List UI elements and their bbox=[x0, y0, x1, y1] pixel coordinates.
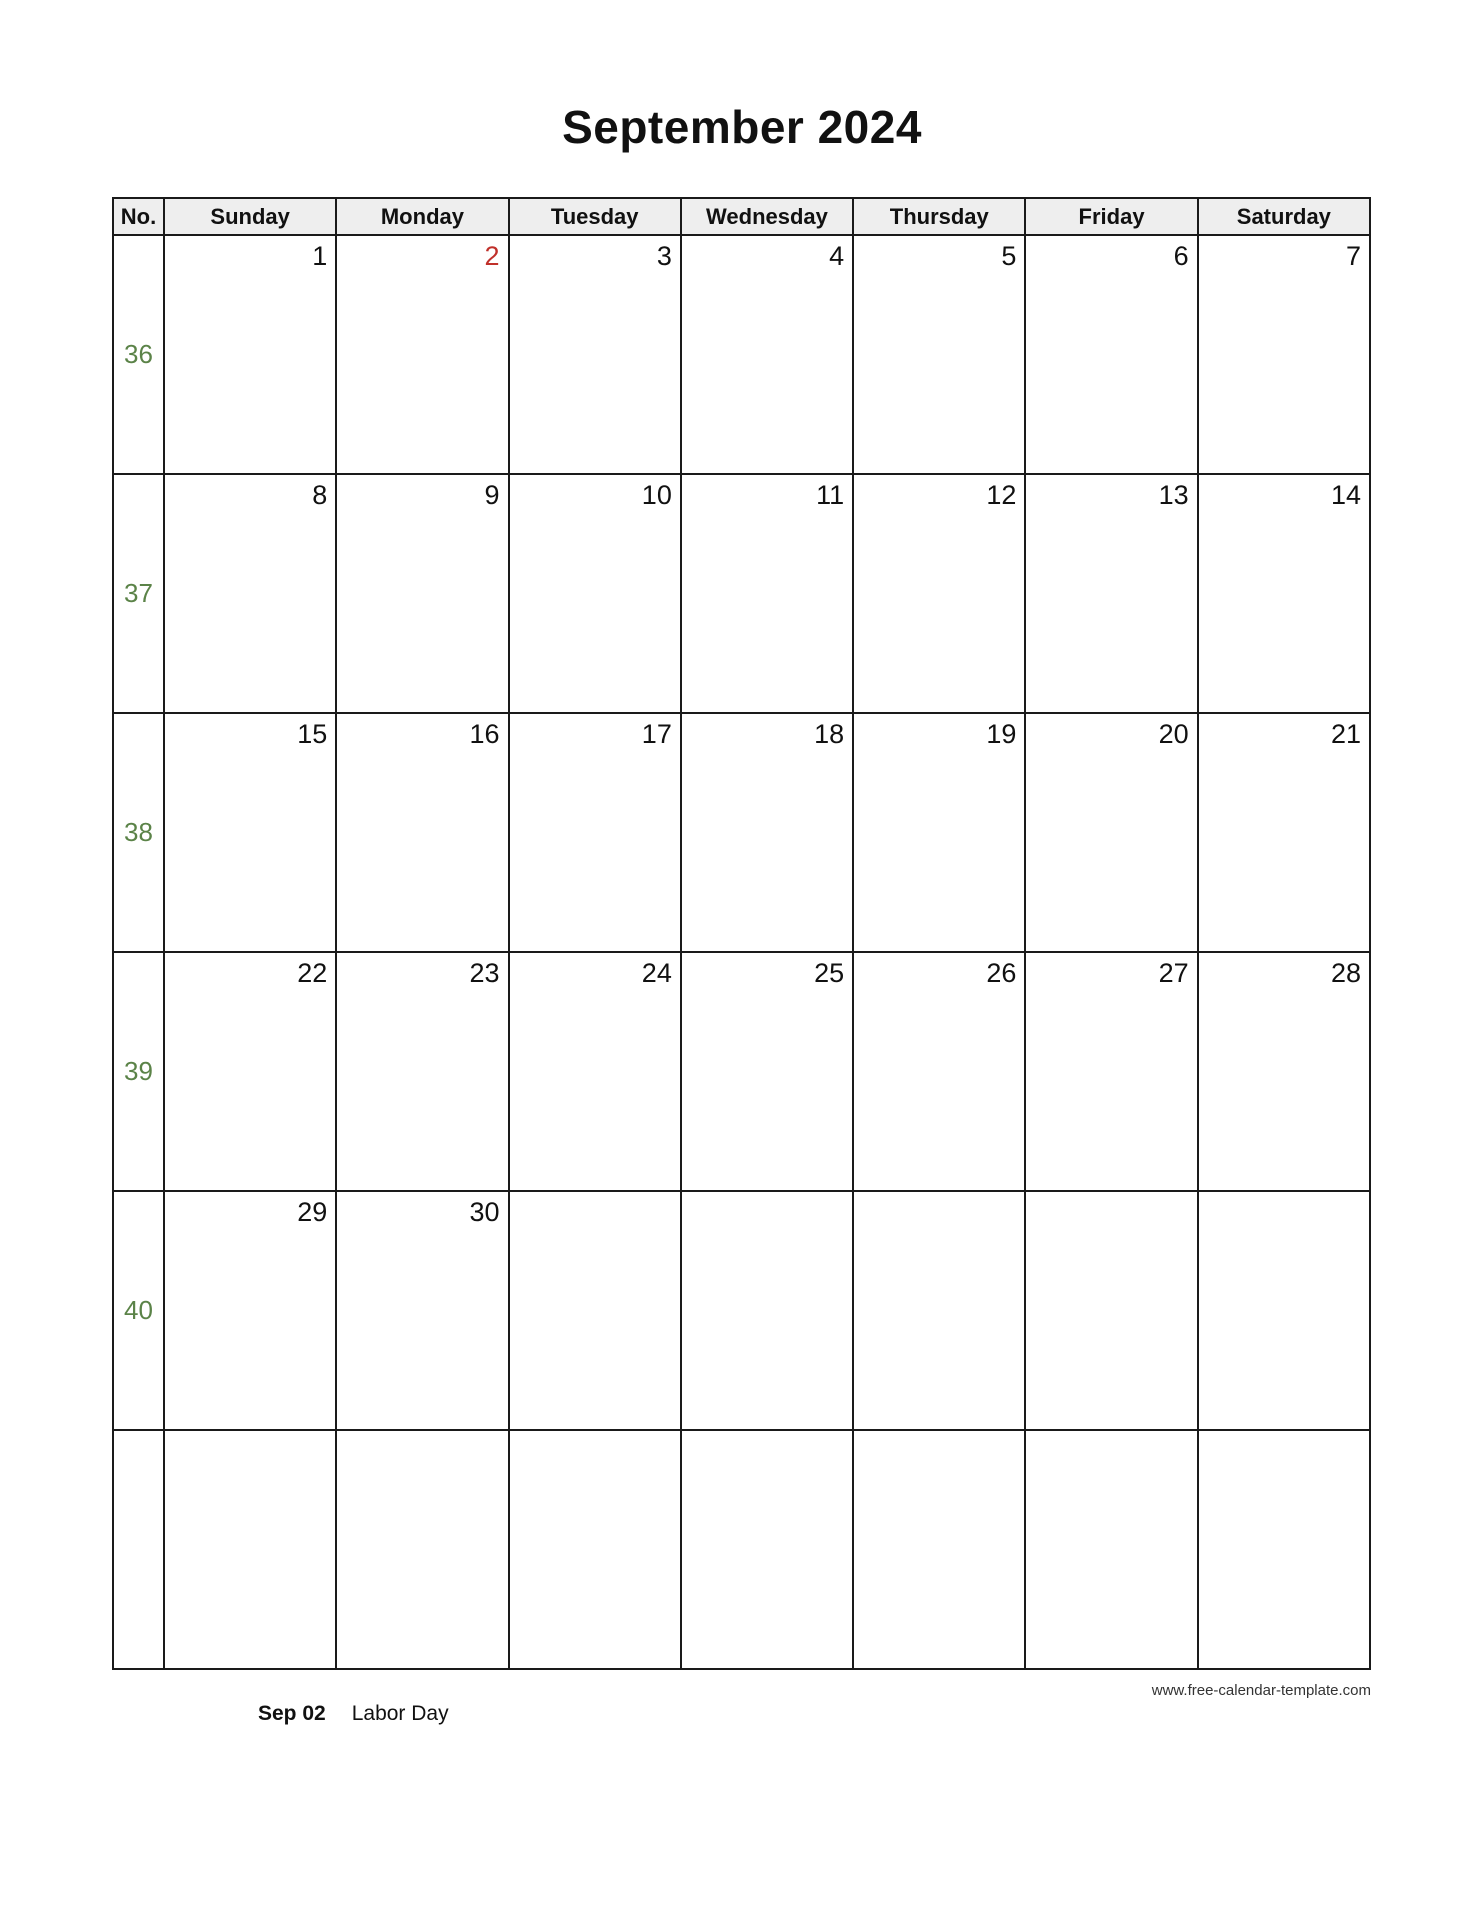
day-header-thursday: Thursday bbox=[853, 198, 1025, 235]
day-cell-13 bbox=[1025, 474, 1197, 713]
week-row bbox=[113, 474, 1370, 713]
day-cell-27 bbox=[1025, 952, 1197, 1191]
holiday-entry bbox=[258, 1702, 449, 1726]
week-number-cell-38: 38 bbox=[113, 713, 164, 952]
day-number: 18 bbox=[814, 719, 845, 749]
day-cell-6 bbox=[1025, 235, 1197, 474]
day-cell-8 bbox=[164, 474, 336, 713]
day-cell-empty bbox=[164, 1430, 336, 1669]
day-cell-empty bbox=[853, 1430, 1025, 1669]
day-cell-12 bbox=[853, 474, 1025, 713]
week-number-cell-40: 40 bbox=[113, 1191, 164, 1430]
day-number: 9 bbox=[484, 480, 500, 510]
day-cell-4 bbox=[681, 235, 853, 474]
day-cell-9 bbox=[336, 474, 508, 713]
day-number: 25 bbox=[814, 958, 845, 988]
day-cell-25 bbox=[681, 952, 853, 1191]
day-number: 16 bbox=[469, 719, 500, 749]
day-cell-30 bbox=[336, 1191, 508, 1430]
day-cell-22 bbox=[164, 952, 336, 1191]
day-number: 21 bbox=[1330, 719, 1361, 749]
day-number: 15 bbox=[297, 719, 328, 749]
day-cell-empty bbox=[1198, 1430, 1370, 1669]
day-cell-17 bbox=[509, 713, 681, 952]
day-cell-3 bbox=[509, 235, 681, 474]
day-number: 17 bbox=[641, 719, 672, 749]
day-cell-23 bbox=[336, 952, 508, 1191]
day-cell-empty bbox=[853, 1191, 1025, 1430]
day-number: 27 bbox=[1158, 958, 1189, 988]
day-cell-29 bbox=[164, 1191, 336, 1430]
day-number: 28 bbox=[1330, 958, 1361, 988]
day-number-holiday: 2 bbox=[484, 241, 500, 271]
day-cell-11 bbox=[681, 474, 853, 713]
day-number: 30 bbox=[469, 1197, 500, 1227]
holiday-date: Sep 02 bbox=[258, 1702, 326, 1725]
day-number: 20 bbox=[1158, 719, 1189, 749]
week-number-column-header: No. bbox=[113, 198, 164, 235]
day-cell-7 bbox=[1198, 235, 1370, 474]
calendar-table bbox=[112, 197, 1371, 1670]
day-header-tuesday: Tuesday bbox=[509, 198, 681, 235]
day-cell-2 bbox=[336, 235, 508, 474]
day-number: 13 bbox=[1158, 480, 1189, 510]
day-cell-empty bbox=[1025, 1191, 1197, 1430]
day-cell-26 bbox=[853, 952, 1025, 1191]
day-number: 1 bbox=[312, 241, 328, 271]
week-row bbox=[113, 235, 1370, 474]
day-header-saturday: Saturday bbox=[1198, 198, 1370, 235]
calendar-body bbox=[113, 235, 1370, 1669]
day-cell-5 bbox=[853, 235, 1025, 474]
day-header-wednesday: Wednesday bbox=[681, 198, 853, 235]
week-row bbox=[113, 1430, 1370, 1669]
day-number: 3 bbox=[656, 241, 672, 271]
day-cell-19 bbox=[853, 713, 1025, 952]
week-row bbox=[113, 952, 1370, 1191]
day-number: 11 bbox=[816, 480, 845, 510]
page-title: September 2024 bbox=[562, 101, 922, 153]
day-number: 23 bbox=[469, 958, 500, 988]
day-header-sunday: Sunday bbox=[164, 198, 336, 235]
week-row bbox=[113, 1191, 1370, 1430]
day-number: 29 bbox=[297, 1197, 328, 1227]
day-number: 19 bbox=[986, 719, 1017, 749]
website-url: www.free-calendar-template.com bbox=[1151, 1682, 1371, 1699]
holiday-name: Labor Day bbox=[351, 1702, 449, 1725]
day-cell-16 bbox=[336, 713, 508, 952]
day-cell-empty bbox=[681, 1430, 853, 1669]
day-cell-28 bbox=[1198, 952, 1370, 1191]
day-number: 14 bbox=[1330, 480, 1361, 510]
day-cell-empty bbox=[336, 1430, 508, 1669]
day-number: 6 bbox=[1173, 241, 1189, 271]
day-cell-10 bbox=[509, 474, 681, 713]
day-cell-14 bbox=[1198, 474, 1370, 713]
day-cell-20 bbox=[1025, 713, 1197, 952]
day-cell-empty bbox=[509, 1191, 681, 1430]
day-header-friday: Friday bbox=[1025, 198, 1197, 235]
day-number: 26 bbox=[986, 958, 1017, 988]
day-cell-1 bbox=[164, 235, 336, 474]
day-number: 8 bbox=[312, 480, 328, 510]
week-number-cell-empty bbox=[113, 1430, 164, 1669]
day-cell-empty bbox=[681, 1191, 853, 1430]
week-row bbox=[113, 713, 1370, 952]
day-cell-15 bbox=[164, 713, 336, 952]
day-header-monday: Monday bbox=[336, 198, 508, 235]
calendar-header-row bbox=[113, 198, 1370, 235]
day-cell-empty bbox=[1198, 1191, 1370, 1430]
day-cell-21 bbox=[1198, 713, 1370, 952]
day-number: 10 bbox=[641, 480, 672, 510]
day-number: 5 bbox=[1001, 241, 1017, 271]
day-number: 7 bbox=[1345, 241, 1361, 271]
week-number-cell-39: 39 bbox=[113, 952, 164, 1191]
day-number: 24 bbox=[641, 958, 672, 988]
day-cell-24 bbox=[509, 952, 681, 1191]
day-cell-empty bbox=[1025, 1430, 1197, 1669]
day-cell-empty bbox=[509, 1430, 681, 1669]
day-cell-18 bbox=[681, 713, 853, 952]
day-number: 22 bbox=[297, 958, 328, 988]
week-number-cell-37: 37 bbox=[113, 474, 164, 713]
day-number: 12 bbox=[986, 480, 1017, 510]
day-number: 4 bbox=[829, 241, 845, 271]
week-number-cell-36: 36 bbox=[113, 235, 164, 474]
